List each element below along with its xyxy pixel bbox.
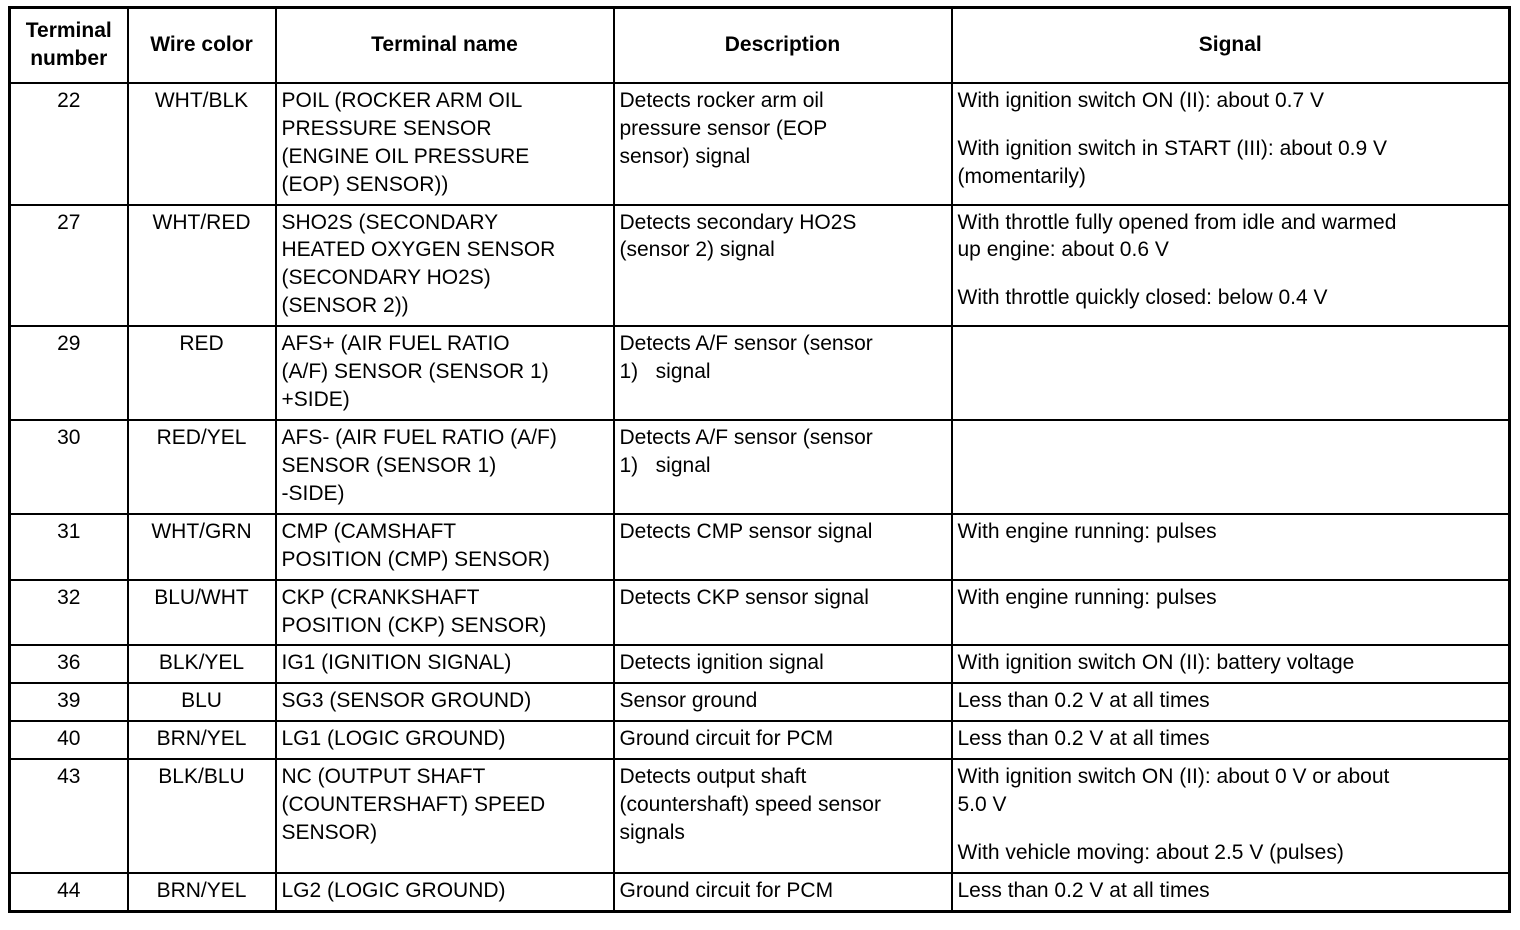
cell-terminal-name: [276, 420, 614, 514]
text-line: Less than 0.2 V at all times: [957, 727, 1210, 751]
cell-terminal-name: [276, 326, 614, 420]
cell-signal: [952, 514, 1510, 580]
cell-wire-color: [128, 205, 276, 327]
text-line: CKP (CRANKSHAFT: [281, 585, 480, 609]
text-line: LG2 (LOGIC GROUND): [281, 878, 506, 902]
header-row: [10, 8, 1510, 83]
text-line: NC (OUTPUT SHAFT: [281, 765, 486, 789]
text-line: (momentarily): [957, 164, 1086, 188]
signal-paragraph: [958, 839, 1504, 867]
cell-wire-color: [128, 83, 276, 205]
text-line: Detects ignition signal: [619, 651, 824, 675]
table-row: [10, 580, 1510, 646]
cell-description: [614, 721, 952, 759]
cell-wire-color: [128, 721, 276, 759]
cell-description: [614, 645, 952, 683]
text-line: 39: [57, 689, 81, 713]
text-line: 1) signal: [619, 453, 711, 477]
text-line: pressure sensor (EOP: [619, 116, 828, 140]
text-line: Signal: [1198, 32, 1262, 56]
cell-terminal-number: [10, 205, 128, 327]
text-line: Detects output shaft: [619, 765, 807, 789]
text-line: POSITION (CKP) SENSOR): [281, 613, 547, 637]
text-line: SHO2S (SECONDARY: [281, 210, 499, 234]
signal-paragraph: [958, 584, 1504, 612]
text-line: Description: [724, 32, 841, 56]
signal-paragraph: [958, 518, 1504, 546]
text-line: (EOP) SENSOR)): [281, 172, 449, 196]
text-line: Detects rocker arm oil: [619, 88, 824, 112]
text-line: Sensor ground: [619, 689, 758, 713]
table-row: [10, 645, 1510, 683]
column-header-description: [614, 8, 952, 83]
signal-paragraph: [958, 725, 1504, 753]
column-header-terminal-number: [10, 8, 128, 83]
text-line: 32: [57, 585, 81, 609]
text-line: 43: [57, 765, 81, 789]
text-line: Less than 0.2 V at all times: [957, 878, 1210, 902]
text-line: HEATED OXYGEN SENSOR: [281, 238, 556, 262]
text-line: WHT/GRN: [151, 519, 252, 543]
cell-wire-color: [128, 873, 276, 911]
cell-terminal-number: [10, 873, 128, 911]
cell-description: [614, 683, 952, 721]
text-line: Ground circuit for PCM: [619, 727, 834, 751]
cell-wire-color: [128, 645, 276, 683]
text-line: 5.0 V: [957, 793, 1007, 817]
text-line: SG3 (SENSOR GROUND): [281, 689, 532, 713]
cell-wire-color: [128, 326, 276, 420]
cell-wire-color: [128, 759, 276, 873]
text-line: With vehicle moving: about 2.5 V (pulses): [957, 841, 1344, 865]
text-line: 40: [57, 727, 81, 751]
text-line: AFS- (AIR FUEL RATIO (A/F): [281, 425, 557, 449]
cell-terminal-name: [276, 721, 614, 759]
cell-description: [614, 580, 952, 646]
text-line: AFS+ (AIR FUEL RATIO: [281, 332, 510, 356]
cell-description: [614, 759, 952, 873]
text-line: signals: [619, 821, 685, 845]
column-header-signal: [952, 8, 1510, 83]
text-line: Ground circuit for PCM: [619, 878, 834, 902]
cell-description: [614, 873, 952, 911]
table-row: [10, 873, 1510, 911]
text-line: up engine: about 0.6 V: [957, 238, 1169, 262]
cell-signal: [952, 83, 1510, 205]
signal-paragraph: [958, 284, 1504, 312]
cell-terminal-number: [10, 645, 128, 683]
cell-description: [614, 514, 952, 580]
text-line: (sensor 2) signal: [619, 238, 775, 262]
cell-terminal-name: [276, 580, 614, 646]
cell-terminal-number: [10, 683, 128, 721]
text-line: With ignition switch ON (II): about 0.7 V: [957, 88, 1324, 112]
text-line: 29: [57, 332, 81, 356]
cell-signal: [952, 683, 1510, 721]
text-line: Terminal name: [371, 32, 518, 56]
table-row: [10, 759, 1510, 873]
cell-terminal-name: [276, 83, 614, 205]
text-line: BLK/BLU: [158, 765, 245, 789]
text-line: With ignition switch in START (III): about 0.9 V: [957, 136, 1388, 160]
text-line: Detects A/F sensor (sensor: [619, 425, 873, 449]
cell-terminal-number: [10, 759, 128, 873]
cell-signal: [952, 580, 1510, 646]
signal-paragraph: [958, 687, 1504, 715]
signal-paragraph: [958, 649, 1504, 677]
text-line: sensor) signal: [619, 144, 751, 168]
table-row: [10, 83, 1510, 205]
text-line: PRESSURE SENSOR: [281, 116, 492, 140]
text-line: (COUNTERSHAFT) SPEED: [281, 793, 546, 817]
cell-terminal-number: [10, 420, 128, 514]
cell-terminal-number: [10, 580, 128, 646]
cell-description: [614, 83, 952, 205]
table-row: [10, 514, 1510, 580]
cell-description: [614, 205, 952, 327]
cell-terminal-number: [10, 83, 128, 205]
table-row: [10, 683, 1510, 721]
text-line: Detects secondary HO2S: [619, 210, 857, 234]
cell-terminal-name: [276, 873, 614, 911]
text-line: WHT/RED: [152, 210, 251, 234]
text-line: (SECONDARY HO2S): [281, 266, 491, 290]
text-line: (A/F) SENSOR (SENSOR 1): [281, 360, 549, 384]
table-row: [10, 205, 1510, 327]
text-line: POSITION (CMP) SENSOR): [281, 547, 550, 571]
text-line: Wire color: [150, 32, 253, 56]
text-line: CMP (CAMSHAFT: [281, 519, 457, 543]
text-line: SENSOR): [281, 821, 378, 845]
text-line: Detects A/F sensor (sensor: [619, 332, 873, 356]
cell-signal: [952, 205, 1510, 327]
text-line: 27: [57, 210, 81, 234]
text-line: With engine running: pulses: [957, 585, 1217, 609]
text-line: Terminal: [25, 19, 112, 42]
cell-signal: [952, 873, 1510, 911]
text-line: (SENSOR 2)): [281, 294, 409, 318]
text-line: With throttle quickly closed: below 0.4 V: [957, 286, 1328, 310]
text-line: 22: [57, 88, 81, 112]
text-line: RED: [179, 332, 224, 356]
cell-signal: [952, 721, 1510, 759]
text-line: BLU/WHT: [154, 585, 249, 609]
cell-wire-color: [128, 514, 276, 580]
text-line: (ENGINE OIL PRESSURE: [281, 144, 530, 168]
cell-terminal-number: [10, 721, 128, 759]
column-header-terminal-name: [276, 8, 614, 83]
text-line: 44: [57, 878, 81, 902]
cell-terminal-name: [276, 645, 614, 683]
text-line: +SIDE): [281, 388, 350, 412]
signal-paragraph: [958, 135, 1504, 191]
cell-wire-color: [128, 580, 276, 646]
signal-paragraph: [958, 209, 1504, 265]
text-line: Detects CKP sensor signal: [619, 585, 869, 609]
cell-terminal-number: [10, 326, 128, 420]
text-line: 30: [57, 425, 81, 449]
cell-terminal-name: [276, 683, 614, 721]
text-line: With throttle fully opened from idle and warmed: [957, 210, 1397, 234]
text-line: WHT/BLK: [154, 88, 249, 112]
column-header-wire-color: [128, 8, 276, 83]
text-line: 1) signal: [619, 360, 711, 384]
text-line: 31: [57, 519, 81, 543]
text-line: SENSOR (SENSOR 1): [281, 453, 497, 477]
pcm-terminal-table: [8, 6, 1511, 913]
text-line: number: [30, 46, 108, 70]
cell-wire-color: [128, 420, 276, 514]
text-line: -SIDE): [281, 481, 345, 505]
cell-signal: [952, 420, 1510, 514]
text-line: BRN/YEL: [156, 727, 247, 751]
text-line: With engine running: pulses: [957, 519, 1217, 543]
signal-paragraph: [958, 877, 1504, 905]
table-row: [10, 420, 1510, 514]
table-row: [10, 326, 1510, 420]
text-line: IG1 (IGNITION SIGNAL): [281, 651, 512, 675]
cell-terminal-name: [276, 205, 614, 327]
table-row: [10, 721, 1510, 759]
text-line: Less than 0.2 V at all times: [957, 689, 1210, 713]
cell-signal: [952, 645, 1510, 683]
cell-signal: [952, 759, 1510, 873]
cell-signal: [952, 326, 1510, 420]
text-line: With ignition switch ON (II): about 0 V or about: [957, 765, 1390, 789]
text-line: BLK/YEL: [158, 651, 245, 675]
text-line: POIL (ROCKER ARM OIL: [281, 88, 523, 112]
text-line: With ignition switch ON (II): battery voltage: [957, 651, 1355, 675]
cell-description: [614, 326, 952, 420]
text-line: BLU: [181, 689, 222, 713]
cell-description: [614, 420, 952, 514]
cell-wire-color: [128, 683, 276, 721]
text-line: RED/YEL: [156, 425, 247, 449]
text-line: Detects CMP sensor signal: [619, 519, 873, 543]
table-header: [10, 8, 1510, 83]
signal-paragraph: [958, 87, 1504, 115]
cell-terminal-name: [276, 759, 614, 873]
text-line: (countershaft) speed sensor: [619, 793, 881, 817]
text-line: LG1 (LOGIC GROUND): [281, 727, 506, 751]
cell-terminal-number: [10, 514, 128, 580]
table-body: [10, 83, 1510, 912]
cell-terminal-name: [276, 514, 614, 580]
text-line: 36: [57, 651, 81, 675]
signal-paragraph: [958, 763, 1504, 819]
text-line: BRN/YEL: [156, 878, 247, 902]
